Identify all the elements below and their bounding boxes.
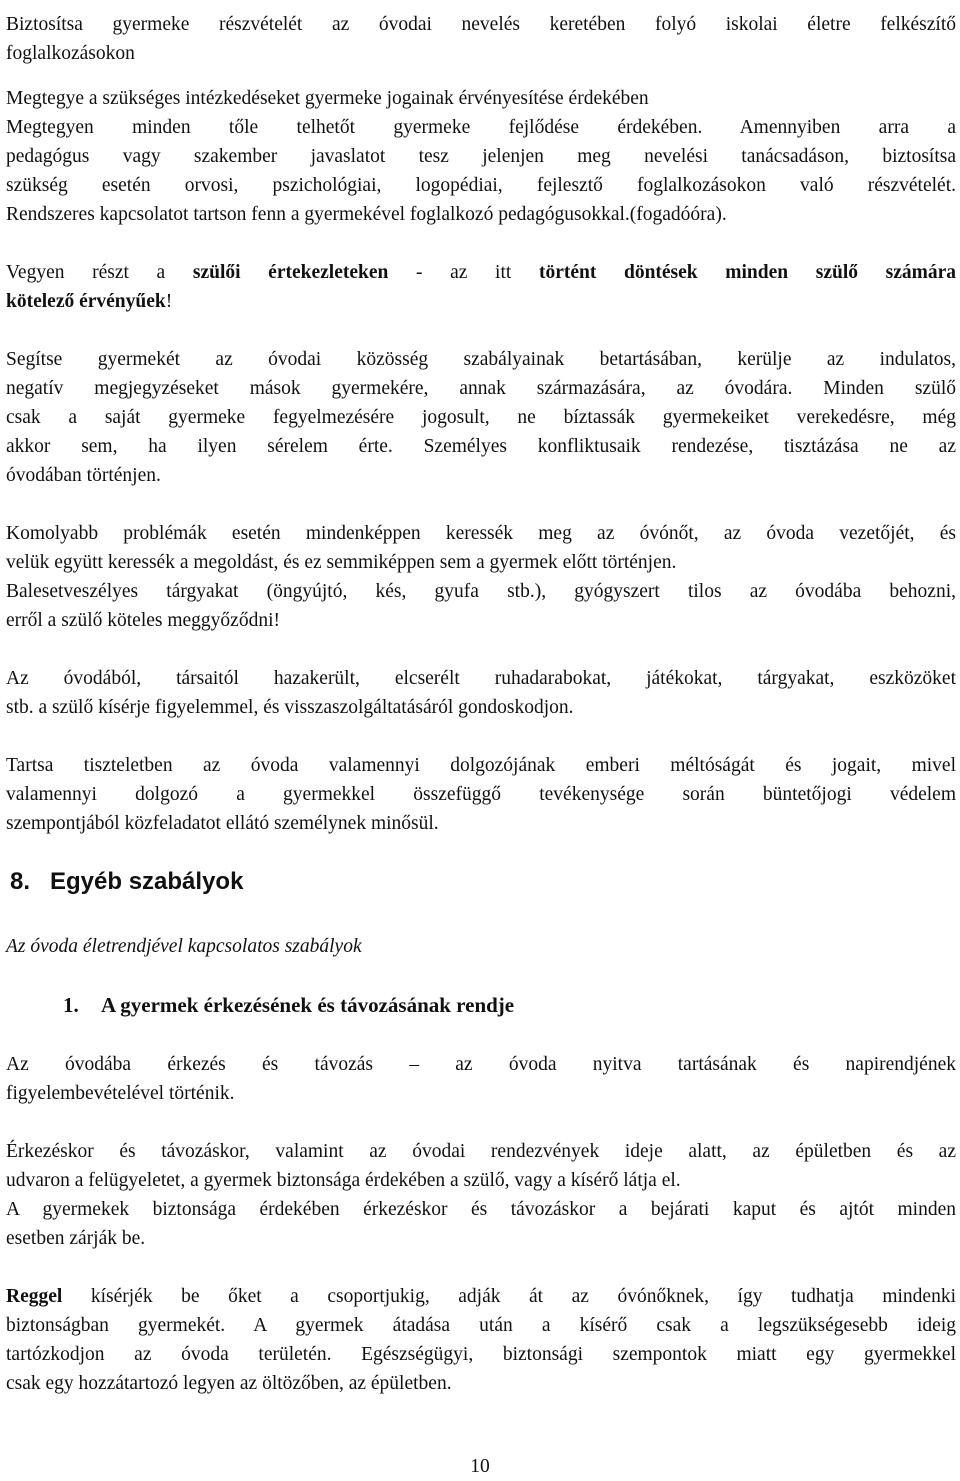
subsection-heading: 1. A gyermek érkezésének és távozásának rendje (63, 993, 515, 1017)
text-line: akkor sem, ha ilyen sérelem érte. Személyes konfliktusaik rendezése, tisztázása ne az (6, 436, 956, 457)
page-number: 10 (470, 1456, 490, 1477)
text-line: Balesetveszélyes tárgyakat (öngyújtó, kés, gyufa stb.), gyógyszert tilos az óvodába behozni, (6, 581, 956, 602)
text-line: Reggel kísérjék be őket a csoportjukig, adják át az óvónőknek, így tudhatja mindenki (6, 1286, 957, 1307)
text-line: pedagógus vagy szakember javaslatot tesz jelenjen meg nevelési tanácsadáson, biztosítsa (6, 146, 956, 167)
text-line: Vegyen részt a szülői értekezleteken - az itt történt döntések minden szülő számára (6, 262, 957, 283)
text-line: A gyermekek biztonsága érdekében érkezéskor és távozáskor a bejárati kaput és ajtót minden (6, 1199, 956, 1220)
section-heading: 8. Egyéb szabályok (10, 868, 244, 895)
text-line: szempontjából közfeladatot ellátó személynek minősül. (6, 813, 439, 834)
text-line: Megtegyen minden tőle telhetőt gyermeke fejlődése érdekében. Amennyiben arra a (6, 117, 956, 138)
paragraph-respect-staff (6, 751, 956, 838)
text-line: biztonságban gyermekét. A gyermek átadása után a kísérő csak a legszükségesebb ideig (6, 1315, 956, 1336)
text-line: negatív megjegyzéseket mások gyermekére, annak származására, az óvodára. Minden szülő (6, 378, 956, 399)
text-line: Érkezéskor és távozáskor, valamint az óvodai rendezvények ideje alatt, az épületben és az (6, 1141, 956, 1162)
paragraph-lost-items (6, 664, 956, 722)
text-line: csak egy hozzátartozó legyen az öltözőben, az épületben. (6, 1373, 452, 1394)
subsection-title: Az óvoda életrendjével kapcsolatos szabályok (6, 936, 362, 957)
text-line: stb. a szülő kísérje figyelemmel, és visszaszolgáltatásáról gondoskodjon. (6, 697, 574, 718)
text-line: udvaron a felügyeletet, a gyermek biztonsága érdekében a szülő, vagy a kísérő látja el. (6, 1170, 681, 1191)
text-line: Megtegye a szükséges intézkedéseket gyermeke jogainak érvényesítése érdekében (6, 88, 649, 109)
text-line: csak a saját gyermeke fegyelmezésére jogosult, ne bíztassák gyermekeiket verekedésre, még (6, 407, 956, 428)
text-line: erről a szülő köteles meggyőződni! (6, 610, 280, 631)
text-line: Segítse gyermekét az óvodai közösség szabályainak betartásában, kerülje az indulatos, (6, 349, 956, 370)
text-line: Rendszeres kapcsolatot tartson fenn a gyermekével foglalkozó pedagógusokkal.(fogadóóra). (6, 204, 727, 225)
text-line: tartózkodjon az óvoda területén. Egészségügyi, biztonsági szempontok miatt egy gyermekkel (6, 1344, 956, 1365)
text-line: figyelembevételével történik. (6, 1083, 235, 1104)
text-line: velük együtt keressék a megoldást, és ez semmiképpen sem a gyermek előtt történjen. (6, 552, 677, 573)
text-line: Az óvodába érkezés és távozás – az óvoda nyitva tartásának és napirendjének (6, 1054, 956, 1075)
text-line: Tartsa tiszteletben az óvoda valamennyi dolgozójának emberi méltóságát és jogait, mivel (6, 755, 956, 776)
paragraph-arrival (6, 1050, 956, 1108)
paragraph-problems (6, 519, 956, 635)
paragraph-morning (6, 1282, 956, 1398)
text-line: szükség esetén orvosi, pszichológiai, logopédiai, fejlesztő foglalkozásokon való részvételét. (6, 175, 956, 196)
paragraph-parent-meetings (6, 258, 956, 316)
text-line: óvodában történjen. (6, 465, 161, 486)
text-line: valamennyi dolgozó a gyermekkel összefüggő tevékenysége során büntetőjogi védelem (6, 784, 956, 805)
paragraph-supervision (6, 1137, 956, 1253)
paragraph-rights (6, 84, 956, 229)
text-line: esetben zárják be. (6, 1228, 146, 1249)
text-line: Az óvodából, társaitól hazakerült, elcserélt ruhadarabokat, játékokat, tárgyakat, eszközöket (6, 668, 956, 689)
paragraph-community-rules (6, 345, 956, 490)
text-line: kötelező érvényűek! (6, 291, 173, 312)
text-line: Komolyabb problémák esetén mindenképpen keressék meg az óvónőt, az óvoda vezetőjét, és (6, 523, 956, 544)
text-line: foglalkozásokon (6, 43, 135, 64)
text-line: Biztosítsa gyermeke részvételét az óvodai nevelés keretében folyó iskolai életre felkészítő (6, 14, 956, 35)
paragraph-participation (6, 10, 956, 68)
